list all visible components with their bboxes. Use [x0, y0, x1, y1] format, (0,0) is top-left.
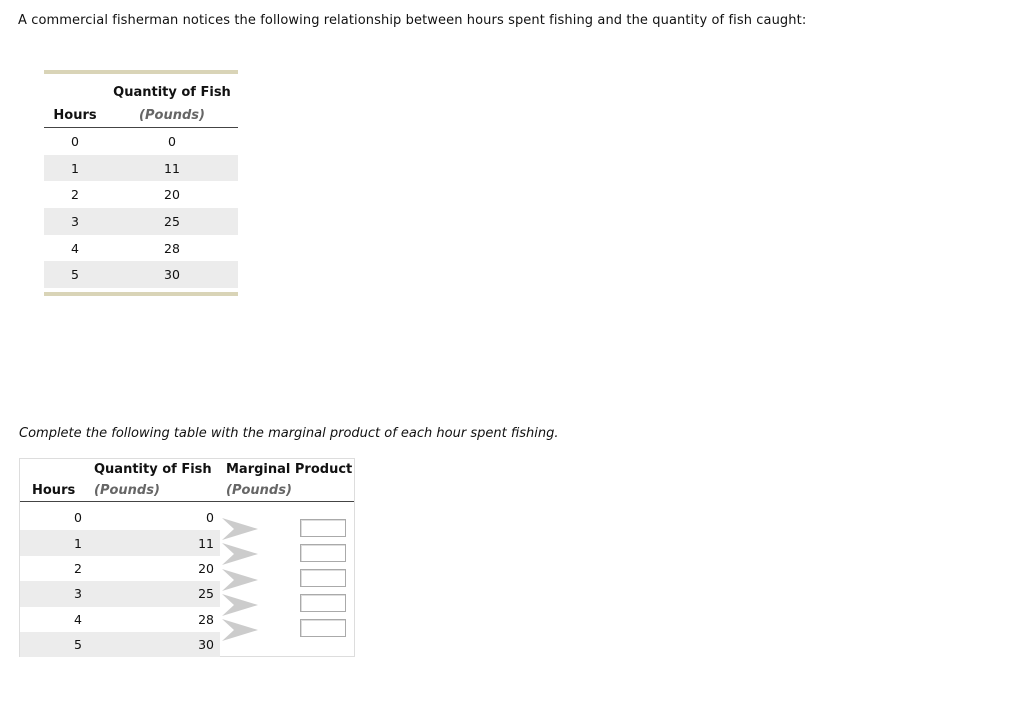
table-row [44, 181, 238, 208]
table-row [20, 607, 220, 632]
quantity-cell: 0 [206, 510, 214, 526]
intro-text: A commercial fisherman notices the following relationship between hours spent fishing and the quantity of fish caught: [18, 13, 807, 28]
hours-cell: 5 [71, 267, 79, 283]
hours-cell: 3 [74, 586, 82, 602]
chevron-right-icon [220, 618, 260, 642]
chevron-right-icon [220, 593, 260, 617]
marginal-product-input-hour-3[interactable] [300, 569, 346, 587]
table-header [44, 74, 238, 128]
marginal-product-input-hour-4[interactable] [300, 594, 346, 612]
hours-cell: 1 [74, 535, 82, 551]
hours-column-header: Hours [32, 483, 76, 498]
quantity-cell: 11 [198, 535, 214, 551]
table-row [44, 261, 238, 288]
table-row [44, 235, 238, 262]
quantity-cell: 28 [164, 240, 180, 256]
quantity-column-header: Quantity of Fish [113, 85, 231, 100]
table-row [44, 208, 238, 235]
quantity-cell: 30 [198, 637, 214, 653]
table-row [20, 632, 220, 657]
table-bottom-rule [44, 292, 238, 296]
table-header [20, 459, 354, 502]
hours-cell: 2 [71, 187, 79, 203]
table-row [44, 128, 238, 155]
chevron-right-icon [220, 517, 260, 541]
quantity-unit-label: (Pounds) [94, 483, 160, 498]
quantity-cell: 25 [164, 213, 180, 229]
chevron-right-icon [220, 542, 260, 566]
marginal-product-input-hour-1[interactable] [300, 519, 346, 537]
marginal-product-input-hour-5[interactable] [300, 619, 346, 637]
marginal-product-table [19, 458, 355, 657]
quantity-cell: 30 [164, 267, 180, 283]
marginal-product-column-header: Marginal Product [226, 462, 353, 477]
fish-data-table [44, 70, 238, 296]
table-row [44, 155, 238, 182]
marginal-product-input-hour-2[interactable] [300, 544, 346, 562]
table-body [20, 502, 354, 657]
chevron-right-icon [220, 568, 260, 592]
quantity-cell: 11 [164, 160, 180, 176]
hours-cell: 1 [71, 160, 79, 176]
table-row [20, 556, 220, 581]
quantity-unit-label: (Pounds) [139, 108, 205, 123]
quantity-cell: 0 [168, 133, 176, 149]
hours-cell: 4 [74, 611, 82, 627]
quantity-cell: 25 [198, 586, 214, 602]
hours-cell: 3 [71, 213, 79, 229]
hours-cell: 0 [71, 133, 79, 149]
quantity-cell: 28 [198, 611, 214, 627]
hours-cell: 2 [74, 560, 82, 576]
quantity-cell: 20 [198, 560, 214, 576]
quantity-column-header: Quantity of Fish [94, 462, 212, 477]
table-row [20, 530, 220, 555]
instruction-text: Complete the following table with the marginal product of each hour spent fishing. [19, 426, 559, 441]
table-row [20, 505, 220, 530]
table-row [20, 581, 220, 606]
hours-cell: 4 [71, 240, 79, 256]
marginal-product-unit-label: (Pounds) [226, 483, 292, 498]
hours-column-header: Hours [53, 108, 97, 123]
hours-cell: 0 [74, 510, 82, 526]
quantity-cell: 20 [164, 187, 180, 203]
hours-cell: 5 [74, 637, 82, 653]
